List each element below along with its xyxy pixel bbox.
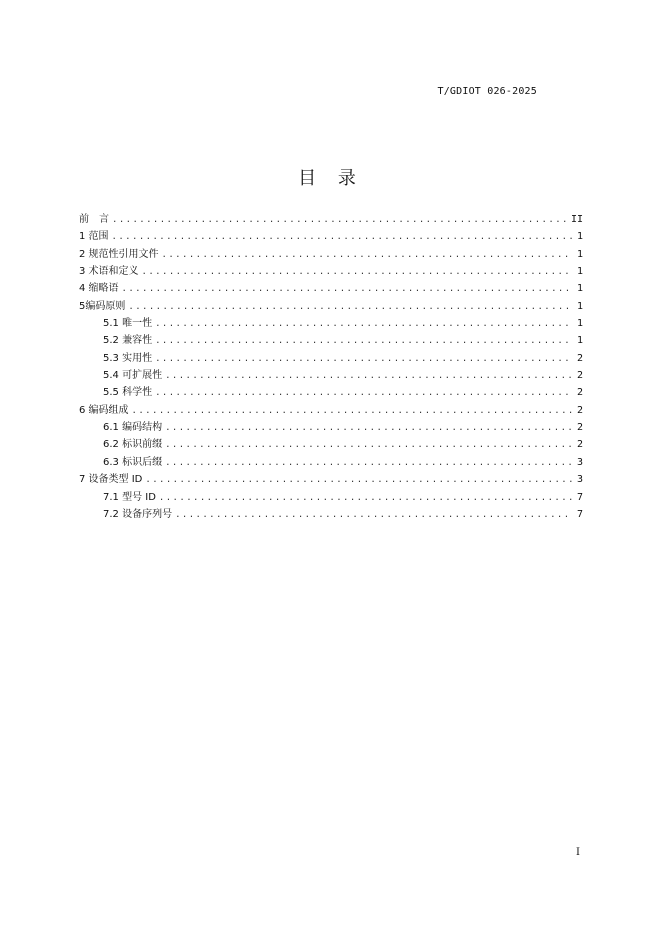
document-code: T/GDIOT 026-2025 — [437, 86, 537, 97]
toc-dot-leader — [155, 333, 572, 350]
toc-dot-leader — [112, 212, 568, 229]
toc-entry[interactable] — [79, 454, 583, 471]
toc-dot-leader — [165, 455, 572, 472]
toc-entry-page: 1 — [576, 248, 583, 260]
toc-dot-leader — [162, 247, 572, 264]
toc-entry-label: 7.1 型号 ID — [103, 491, 156, 503]
toc-entry-page: 1 — [576, 335, 583, 347]
toc-dot-leader — [165, 420, 572, 437]
toc-dot-leader — [155, 385, 572, 402]
toc-entry-page: 2 — [576, 422, 583, 434]
toc-entry[interactable] — [79, 402, 583, 419]
toc-entry[interactable] — [79, 315, 583, 332]
toc-dot-leader — [165, 368, 572, 385]
toc-entry-page: 1 — [576, 300, 583, 312]
toc-entry-label: 7 设备类型 ID — [79, 474, 143, 486]
toc-dot-leader — [175, 507, 572, 524]
toc-entry-page: 2 — [576, 439, 583, 451]
toc-entry-label: 5.1 唯一性 — [103, 318, 153, 330]
toc-dot-leader — [165, 437, 572, 454]
toc-entry[interactable] — [79, 350, 583, 367]
toc-entry-page: 3 — [576, 474, 583, 486]
toc-entry[interactable] — [79, 489, 583, 506]
toc-entry-label: 1 范围 — [79, 231, 109, 243]
toc-entry-page: 2 — [576, 352, 583, 364]
toc-entry-page: 7 — [576, 491, 583, 503]
toc-entry[interactable] — [79, 211, 583, 228]
toc-dot-leader — [128, 299, 572, 316]
toc-entry-page: 1 — [576, 231, 583, 243]
toc-entry-page: II — [570, 214, 583, 225]
toc-entry[interactable] — [79, 419, 583, 436]
toc-entry[interactable] — [79, 246, 583, 263]
toc-dot-leader — [159, 490, 572, 507]
toc-entry[interactable] — [79, 332, 583, 349]
toc-entry[interactable] — [79, 471, 583, 488]
toc-entry[interactable] — [79, 367, 583, 384]
toc-entry[interactable] — [79, 436, 583, 453]
toc-entry-label: 6.1 编码结构 — [103, 422, 163, 434]
toc-entry-label: 5编码原则 — [79, 300, 126, 312]
toc-entry-label: 前 言 — [79, 214, 109, 225]
toc-dot-leader — [155, 351, 572, 368]
toc-entry-label: 6.2 标识前缀 — [103, 439, 163, 451]
toc-entry-label: 4 缩略语 — [79, 283, 119, 295]
toc-entry-label: 6.3 标识后缀 — [103, 456, 163, 468]
toc-dot-leader — [132, 403, 572, 420]
toc-dot-leader — [155, 316, 572, 333]
toc-entry-page: 2 — [576, 404, 583, 416]
toc-dot-leader — [112, 229, 572, 246]
toc-entry[interactable] — [79, 384, 583, 401]
toc-entry-label: 5.3 实用性 — [103, 352, 153, 364]
toc-entry-label: 5.2 兼容性 — [103, 335, 153, 347]
toc-dot-leader — [145, 472, 572, 489]
toc-entry-label: 3 术语和定义 — [79, 266, 139, 278]
table-of-contents — [79, 211, 583, 523]
toc-entry-page: 2 — [576, 387, 583, 399]
toc-entry[interactable] — [79, 298, 583, 315]
toc-entry-label: 6 编码组成 — [79, 404, 129, 416]
toc-entry-page: 1 — [576, 318, 583, 330]
toc-entry[interactable] — [79, 263, 583, 280]
toc-entry-page: 1 — [576, 266, 583, 278]
toc-title: 目 录 — [298, 168, 364, 189]
toc-entry-label: 7.2 设备序列号 — [103, 508, 173, 520]
toc-dot-leader — [122, 281, 572, 298]
toc-dot-leader — [142, 264, 572, 281]
toc-entry-page: 2 — [576, 370, 583, 382]
toc-entry[interactable] — [79, 228, 583, 245]
toc-entry-page: 7 — [576, 508, 583, 520]
toc-entry-page: 3 — [576, 456, 583, 468]
toc-entry-label: 2 规范性引用文件 — [79, 248, 159, 260]
toc-entry-label: 5.4 可扩展性 — [103, 370, 163, 382]
toc-entry[interactable] — [79, 506, 583, 523]
toc-entry-page: 1 — [576, 283, 583, 295]
toc-entry[interactable] — [79, 280, 583, 297]
toc-entry-label: 5.5 科学性 — [103, 387, 153, 399]
page-number: I — [576, 847, 580, 858]
